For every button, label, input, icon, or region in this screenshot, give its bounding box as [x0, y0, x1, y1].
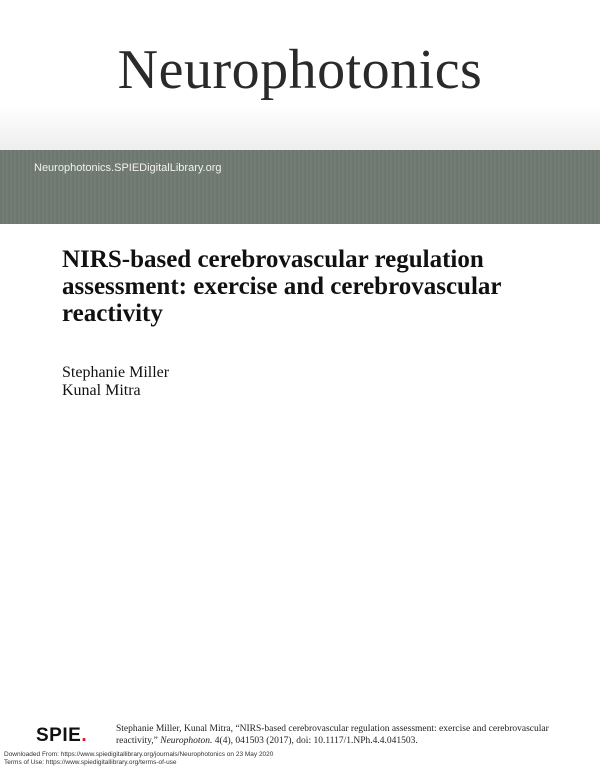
citation [116, 724, 556, 747]
author-name: Stephanie Miller [62, 364, 170, 381]
spie-logo-dot: . [81, 725, 88, 746]
author-list [62, 364, 169, 400]
article-title: NIRS-based cerebrovascular regulation assessment: exercise and cerebrovascular reactivity [62, 246, 502, 327]
terms-of-use-notice: Terms of Use: https://www.spiedigitallibrary.org/terms-of-use [4, 759, 177, 766]
journal-title: Neurophotonics [117, 39, 483, 101]
citation-suffix: 4(4), 041503 (2017), doi: 10.1117/1.NPh.4.4.041503. [212, 735, 418, 746]
download-notice: Downloaded From: https://www.spiedigitallibrary.org/journals/Neurophotonics on 23 May 2020 [4, 751, 274, 758]
spie-logo-text: SPIE [36, 725, 82, 746]
author-name: Kunal Mitra [62, 382, 141, 399]
citation-prefix: Stephanie Miller, Kunal Mitra, “NIRS-based cerebrovascular regulation assessment: exercise and cerebrovascular reactivity,” [116, 724, 549, 746]
citation-journal: Neurophoton. [160, 735, 213, 746]
download-footer [4, 751, 273, 767]
journal-url[interactable]: Neurophotonics.SPIEDigitalLibrary.org [34, 162, 222, 174]
journal-header [0, 0, 600, 151]
spie-logo [36, 725, 87, 747]
journal-url-bar [0, 150, 600, 224]
